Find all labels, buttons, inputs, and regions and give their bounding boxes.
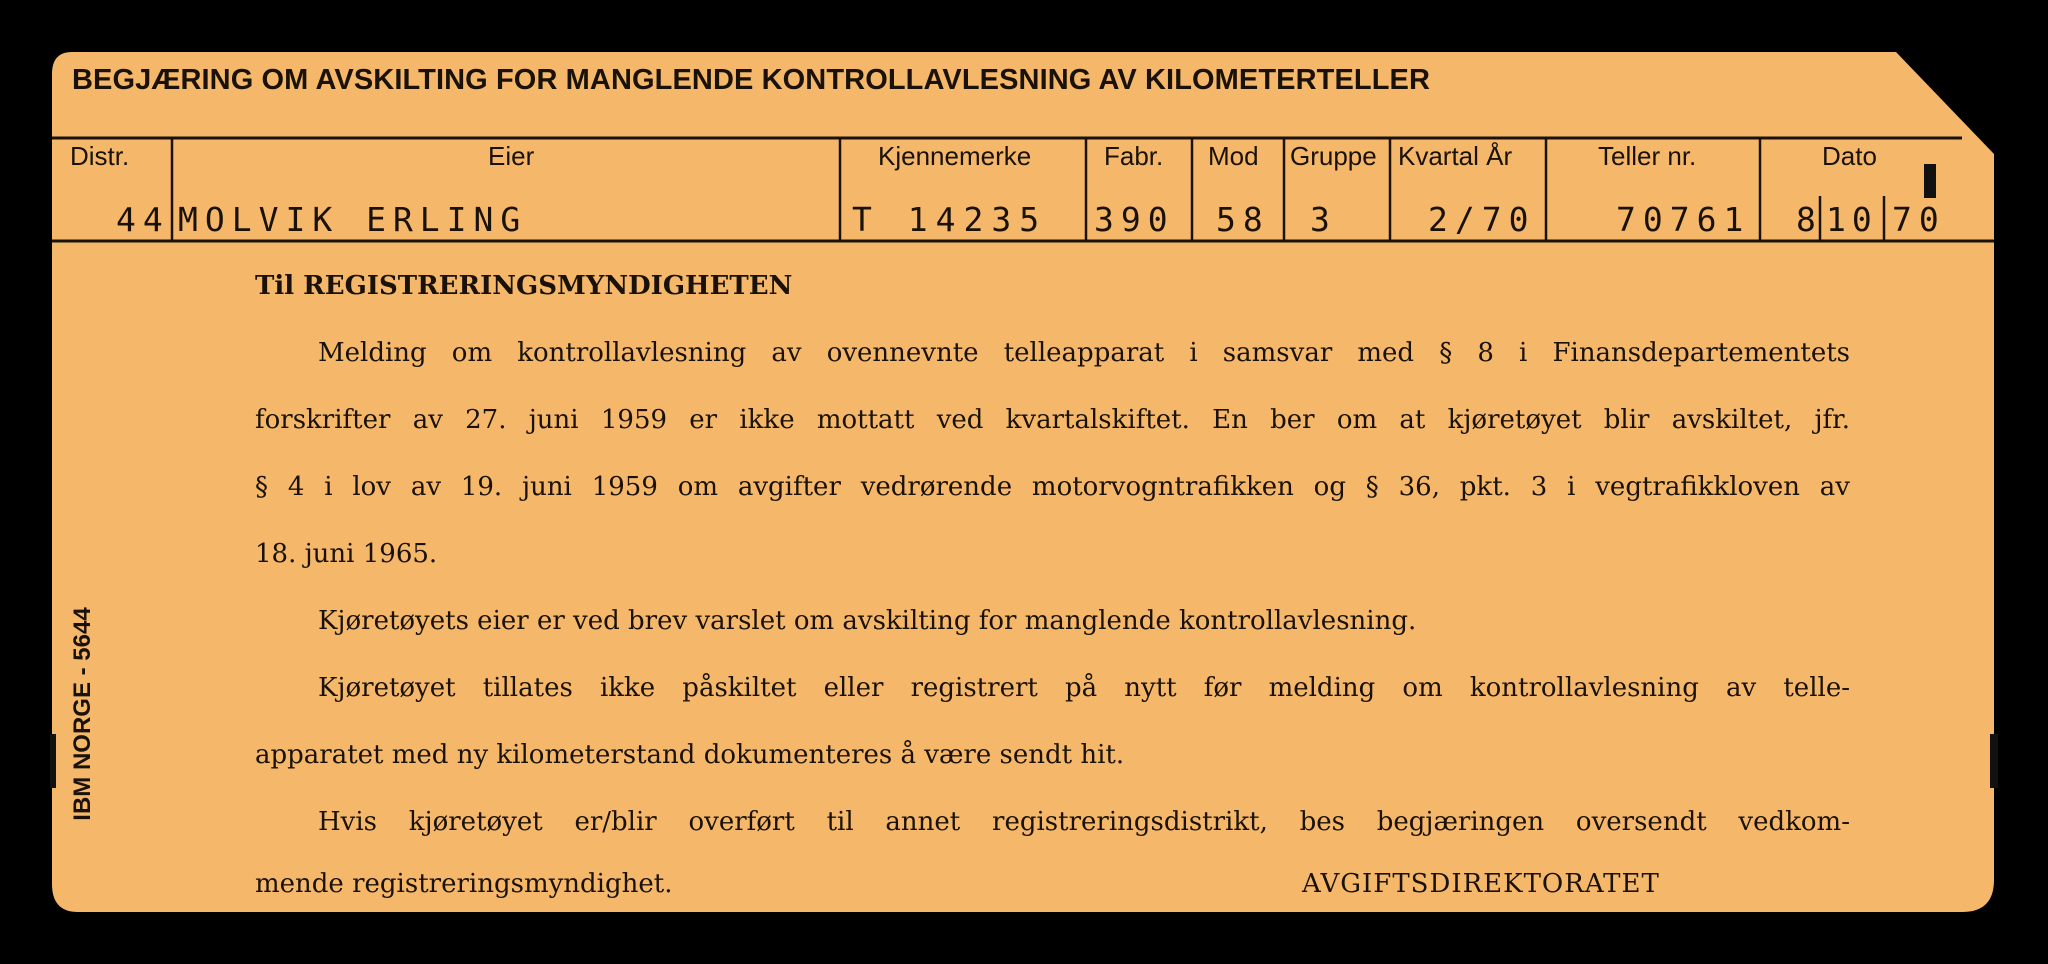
value-dato-month: 10	[1826, 200, 1878, 239]
addressee: Til REGISTRERINGSMYNDIGHETEN	[255, 271, 793, 301]
value-distr: 44	[116, 200, 170, 239]
col-header-eier: Eier	[488, 141, 535, 171]
value-eier: MOLVIK ERLING	[178, 200, 528, 239]
col-header-fabr: Fabr.	[1104, 141, 1164, 171]
value-kjennemerke: T 14235	[852, 200, 1048, 239]
col-header-dato: Dato	[1822, 141, 1877, 171]
body-line: § 4 i lov av 19. juni 1959 om avgifter vedrørende motorvogntrafikken og § 36, pkt. 3 i vegtrafikkloven av	[255, 472, 1850, 502]
value-dato-day: 8	[1796, 200, 1823, 239]
punch-mark	[1924, 164, 1936, 198]
value-gruppe: 3	[1310, 200, 1337, 239]
col-header-mod: Mod	[1208, 141, 1259, 171]
col-header-distr: Distr.	[70, 141, 130, 171]
edge-notch	[50, 734, 56, 788]
body-line: Kjøretøyets eier er ved brev varslet om avskilting for manglende kontrollavlesning.	[318, 606, 1417, 636]
body-line: Hvis kjøretøyet er/blir overført til annet registreringsdistrikt, bes begjæringen oversendt vedkom-	[318, 807, 1850, 837]
body-line: Kjøretøyet tillates ikke påskiltet eller registrert på nytt før melding om kontrollavlesning av telle-	[318, 673, 1850, 703]
side-print: IBM NORGE - 5644	[69, 607, 96, 821]
value-fabr: 390	[1094, 200, 1175, 239]
value-dato-year: 70	[1892, 200, 1946, 239]
value-kvartal: 2/70	[1428, 200, 1536, 239]
value-teller: 70761	[1616, 200, 1751, 239]
body-line: forskrifter av 27. juni 1959 er ikke mottatt ved kvartalskiftet. En ber om at kjøretøyet blir avskiltet, jfr.	[255, 405, 1850, 435]
body-line: Melding om kontrollavlesning av ovennevnte telleapparat i samsvar med § 8 i Finansdepartementets	[318, 338, 1850, 368]
value-mod: 58	[1216, 200, 1270, 239]
signature: AVGIFTSDIREKTORATET	[1302, 869, 1660, 899]
edge-notch	[1990, 734, 1998, 788]
col-header-teller: Teller nr.	[1598, 141, 1697, 171]
body-line: 18. juni 1965.	[255, 539, 438, 569]
body-line: mende registreringsmyndighet.	[255, 869, 673, 899]
form-title: BEGJÆRING OM AVSKILTING FOR MANGLENDE KONTROLLAVLESNING AV KILOMETERTELLER	[72, 64, 1431, 96]
col-header-gruppe: Gruppe	[1290, 141, 1377, 171]
col-header-kvartal: Kvartal År	[1398, 141, 1513, 171]
body-line: apparatet med ny kilometerstand dokumenteres å være sendt hit.	[255, 740, 1125, 770]
col-header-kjennemerke: Kjennemerke	[878, 141, 1032, 171]
